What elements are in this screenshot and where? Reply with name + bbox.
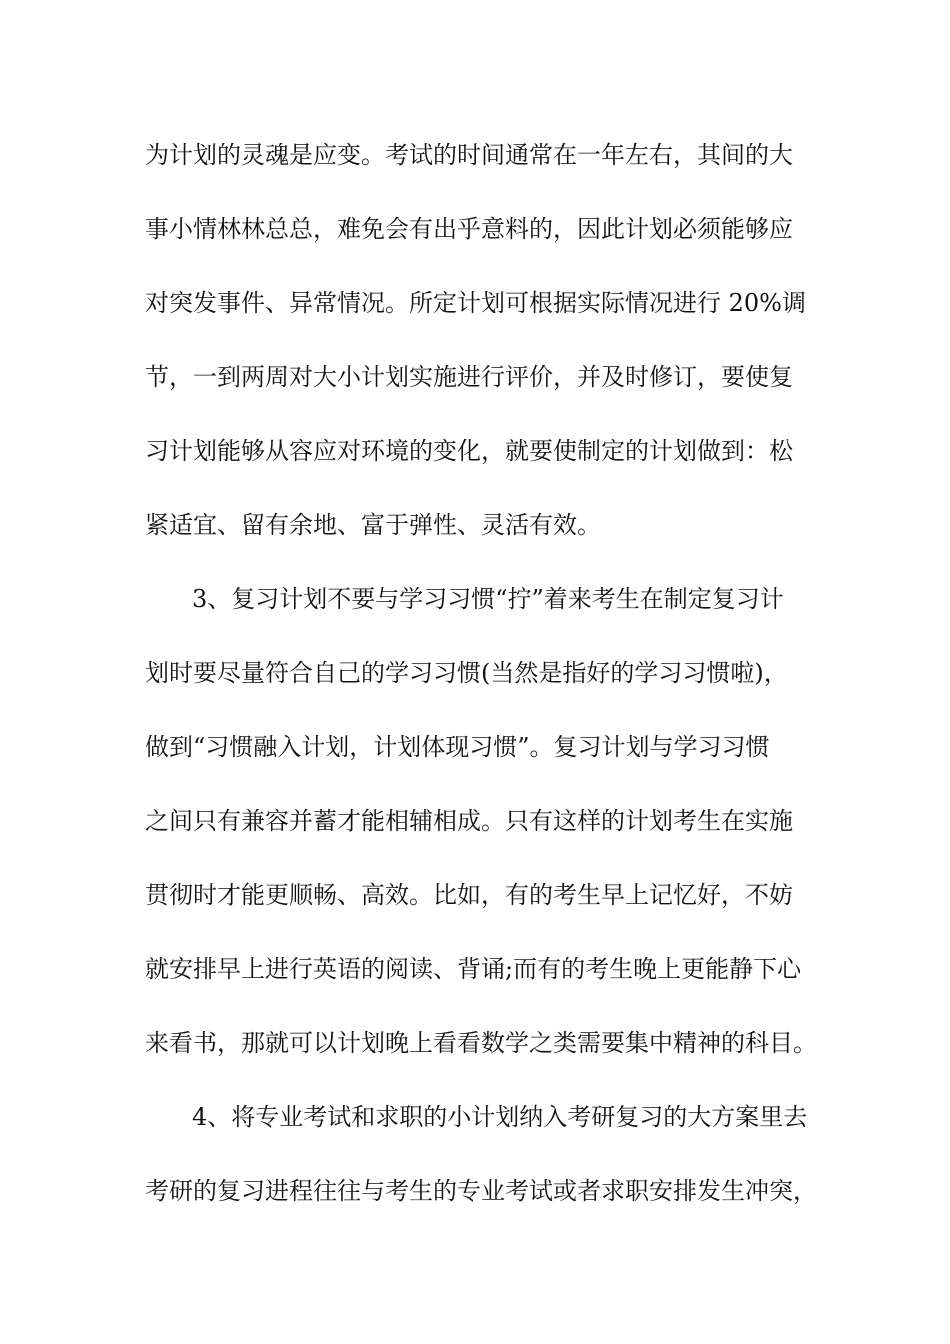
text-line: 紧适宜、留有余地、富于弹性、灵活有效。 — [145, 511, 601, 539]
text-line: 为计划的灵魂是应变。考试的时间通常在一年左右，其间的大 — [145, 141, 793, 169]
text-line: 来看书，那就可以计划晚上看看数学之类需要集中精神的科目。 — [145, 1029, 817, 1057]
section-heading-3: 3、复习计划不要与学习习惯“拧”着来考生在制定复习计 — [192, 585, 784, 613]
text-line: 划时要尽量符合自己的学习习惯(当然是指好的学习习惯啦)， — [145, 659, 788, 687]
text-line: 考研的复习进程往往与考生的专业考试或者求职安排发生冲突， — [145, 1177, 817, 1205]
text-line: 节，一到两周对大小计划实施进行评价，并及时修订，要使复 — [145, 363, 793, 391]
section-heading-4: 4、将专业考试和求职的小计划纳入考研复习的大方案里去 — [192, 1103, 808, 1131]
text-line: 对突发事件、异常情况。所定计划可根据实际情况进行 20%调 — [145, 289, 806, 317]
text-line: 事小情林林总总，难免会有出乎意料的，因此计划必须能够应 — [145, 215, 793, 243]
text-line: 就安排早上进行英语的阅读、背诵;而有的考生晚上更能静下心 — [145, 955, 802, 983]
text-line: 习计划能够从容应对环境的变化，就要使制定的计划做到：松 — [145, 437, 793, 465]
text-line: 做到“习惯融入计划，计划体现习惯”。复习计划与学习习惯 — [145, 733, 770, 761]
text-line: 之间只有兼容并蓄才能相辅相成。只有这样的计划考生在实施 — [145, 807, 793, 835]
text-line: 贯彻时才能更顺畅、高效。比如，有的考生早上记忆好，不妨 — [145, 881, 793, 909]
